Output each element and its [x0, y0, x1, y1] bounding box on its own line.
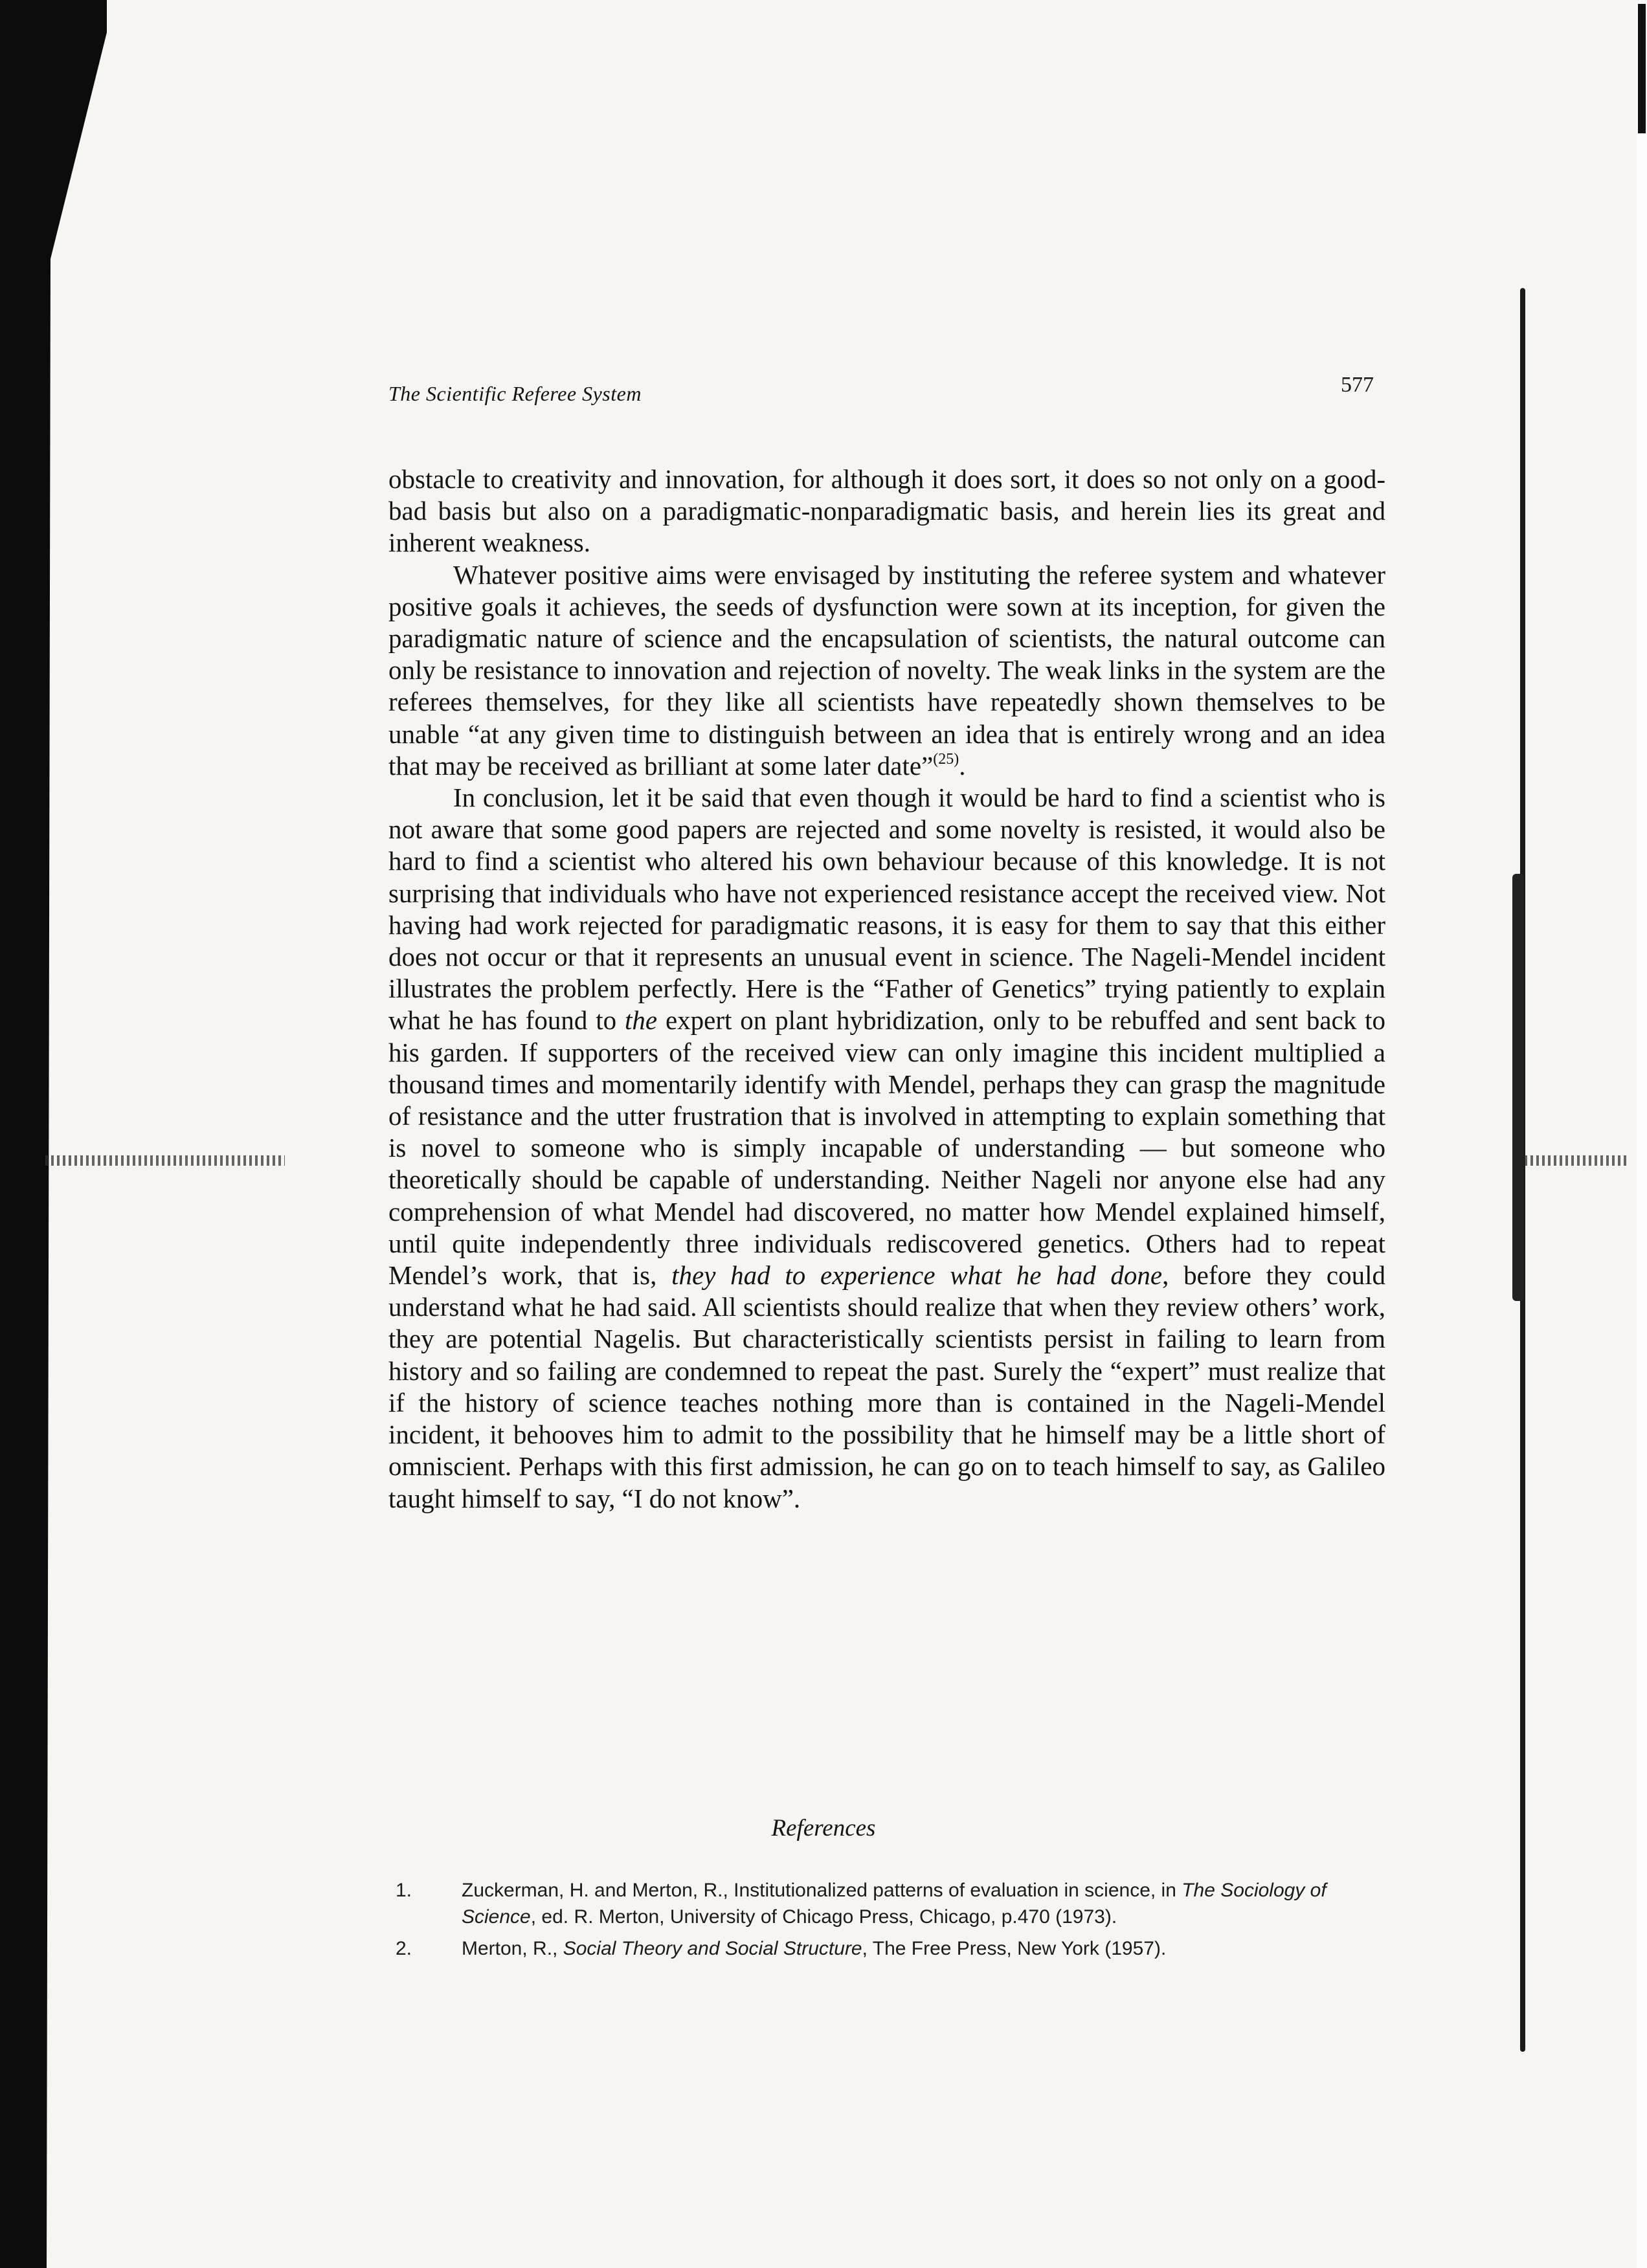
paragraph-3-part-b: expert on plant hybridization, only to be rebuffed and sent back to his garden. If supporters of the received view can only imagine this incident multiplied a thousand times and momentarily identify with Mendel, perhaps they can grasp the magnitude of resistance and the utter frustration that is involved in attempting to explain something that is novel to someone who is simply incapable of understanding — but someone who theoretically should be capable of understanding. Neither Nageli nor anyone else had any comprehension of what Mendel had discovered, no matter how Mendel explained himself, until quite independently three individuals rediscovered genetics. Others had to repeat Mendel’s work, that is,: [388, 1005, 1385, 1291]
paragraph-3-part-c: , before they could understand what he had said. All scientists should realize that when they review others’ work, they are potential Nagelis. But characteristically scientists persist in failing to learn from history and so failing are condemned to repeat the past. Surely the “expert” must realize that if the history of science teaches nothing more than is contained in the Nageli-Mendel incident, it behooves him to admit to the possibility that he himself may be a little short of omniscient. Perhaps with this first admission, he can go on to teach himself to say, as Galileo taught himself to say, “I do not know”.: [388, 1260, 1385, 1513]
reference-title: The Sociology of Science: [462, 1880, 1327, 1928]
body-text: [388, 463, 1385, 1515]
reference-text: [462, 1935, 1399, 1962]
emphasis-phrase: they had to experience what he had done: [671, 1260, 1163, 1291]
scan-noise-left: [45, 1155, 285, 1166]
running-title: The Scientific Referee System: [388, 382, 642, 405]
scan-margin-right: [1637, 0, 1647, 2268]
paragraph-1: obstacle to creativity and innovation, for although it does sort, it does so not only on a good-bad basis but also on a paradigmatic-nonparadigmatic basis, and herein lies its great and inherent weakness.: [388, 464, 1385, 558]
paragraph-3-part-a: In conclusion, let it be said that even though it would be hard to find a scientist who is not aware that some good papers are rejected and some novelty is resisted, it would also be hard to find a scientist who altered his own behaviour because of this knowledge. It is not surprising that individuals who have not experienced resistance accept the received view. Not having had work rejected for paradigmatic reasons, it is easy for them to say that this either does not occur or that it represents an unusual event in science. The Nageli-Mendel incident illustrates the problem perfectly. Here is the “Father of Genetics” trying patiently to explain what he has found to: [388, 783, 1385, 1036]
reference-item: [396, 1935, 1399, 1962]
scan-noise-right: [1525, 1155, 1628, 1166]
reference-text: [462, 1877, 1399, 1930]
citation-marker: (25): [933, 750, 959, 768]
paragraph-2: [388, 559, 1385, 782]
reference-title: Social Theory and Social Structure: [563, 1938, 862, 1959]
paragraph-2-end: .: [959, 750, 966, 781]
paragraph-3: [388, 782, 1385, 1515]
references-heading: References: [771, 1815, 876, 1841]
page-number: 577: [1341, 373, 1374, 397]
scan-artifact-right: [1512, 874, 1524, 1301]
emphasis-the: the: [624, 1005, 658, 1036]
reference-number: 1.: [396, 1880, 412, 1901]
scan-shadow-left: [0, 0, 107, 2268]
reference-item: [396, 1877, 1399, 1930]
references-list: [396, 1877, 1399, 1967]
scan-mark-right: [1638, 4, 1646, 133]
paragraph-2-text: Whatever positive aims were envisaged by instituting the referee system and whatever positive goals it achieves, the seeds of dysfunction were sown at its inception, for given the paradigmatic nature of science and the encapsulation of scientists, the natural outcome can only be resistance to innovation and rejection of novelty. The weak links in the system are the referees themselves, for they like all scientists have repeatedly shown themselves to be unable “at any given time to distinguish between an idea that is entirely wrong and an idea that may be received as brilliant at some later date”: [388, 559, 1385, 781]
reference-publisher: , ed. R. Merton, University of Chicago Press, Chicago, p.470 (1973).: [530, 1906, 1117, 1928]
reference-authors: Zuckerman, H. and Merton, R., Institutionalized patterns of evaluation in science, in: [462, 1880, 1182, 1901]
reference-number: 2.: [396, 1938, 412, 1959]
reference-authors: Merton, R.,: [462, 1938, 563, 1959]
reference-publisher: , The Free Press, New York (1957).: [862, 1938, 1167, 1959]
